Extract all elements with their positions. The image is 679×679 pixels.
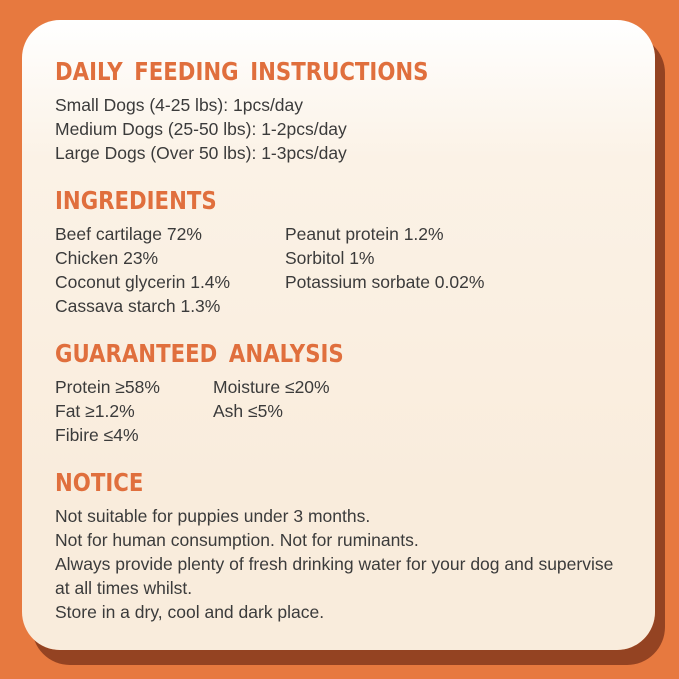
notice-line: Not for human consumption. Not for ruminants.: [55, 530, 419, 550]
ingredient-item: Peanut protein 1.2%: [285, 224, 444, 244]
notice-lines: [55, 504, 635, 624]
notice-line: Not suitable for puppies under 3 months.: [55, 506, 371, 526]
notice-line: at all times whilst.: [55, 578, 193, 598]
analysis-columns: [55, 375, 635, 447]
feeding-instruction-line: Medium Dogs (25-50 lbs): 1-2pcs/day: [55, 119, 347, 139]
ingredient-item: Beef cartilage 72%: [55, 224, 202, 244]
ingredient-item: Potassium sorbate 0.02%: [285, 272, 485, 292]
section-title-guaranteed-analysis: GUARANTEED ANALYSIS: [55, 339, 344, 368]
info-card: [22, 20, 655, 650]
section-guaranteed-analysis: [55, 338, 635, 447]
ingredient-item: Coconut glycerin 1.4%: [55, 272, 231, 292]
section-title-ingredients: INGREDIENTS: [55, 186, 217, 215]
analysis-item: Moisture ≤20%: [213, 377, 330, 397]
section-notice: [55, 467, 635, 624]
feeding-instructions-list: [55, 93, 635, 165]
ingredients-columns: [55, 222, 635, 318]
analysis-item: Fibire ≤4%: [55, 425, 139, 445]
notice-line: Always provide plenty of fresh drinking water for your dog and supervise: [55, 554, 614, 574]
ingredients-left-column: [55, 222, 285, 318]
analysis-right-column: [213, 375, 330, 447]
analysis-item: Protein ≥58%: [55, 377, 160, 397]
section-daily-feeding: [55, 56, 635, 165]
section-title-notice: NOTICE: [55, 468, 144, 497]
feeding-instruction-line: Small Dogs (4-25 lbs): 1pcs/day: [55, 95, 304, 115]
section-title-daily-feeding: DAILY FEEDING INSTRUCTIONS: [55, 57, 429, 86]
notice-line: Store in a dry, cool and dark place.: [55, 602, 325, 622]
ingredient-item: Cassava starch 1.3%: [55, 296, 221, 316]
ingredient-item: Sorbitol 1%: [285, 248, 375, 268]
feeding-instruction-line: Large Dogs (Over 50 lbs): 1-3pcs/day: [55, 143, 347, 163]
analysis-item: Fat ≥1.2%: [55, 401, 135, 421]
section-ingredients: [55, 185, 635, 318]
ingredient-item: Chicken 23%: [55, 248, 159, 268]
ingredients-right-column: [285, 222, 484, 318]
analysis-item: Ash ≤5%: [213, 401, 283, 421]
analysis-left-column: [55, 375, 213, 447]
